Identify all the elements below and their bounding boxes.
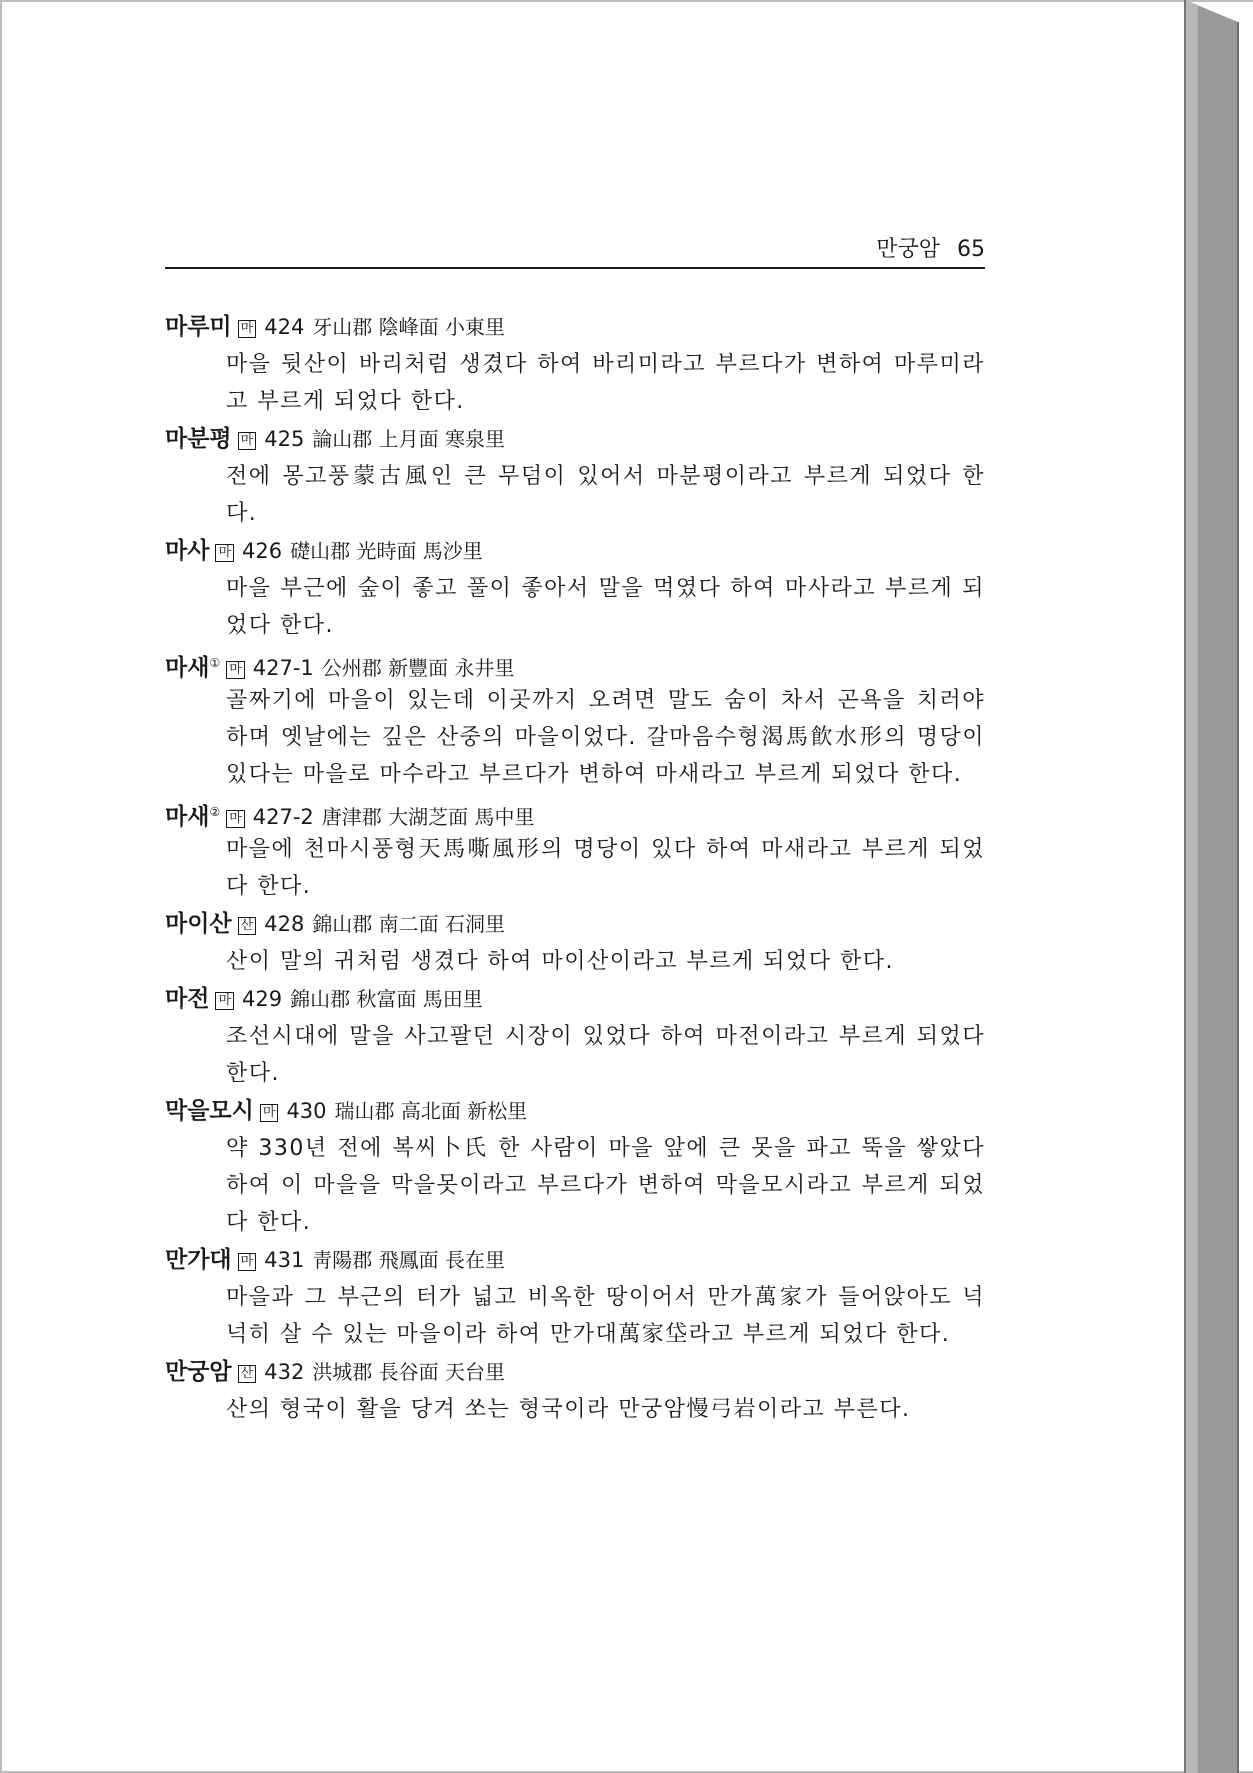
entry-headword: 마새 (165, 804, 210, 830)
entry-location: 洪城郡 長谷面 天台里 (312, 1360, 506, 1384)
entry-number: 426 (242, 539, 283, 563)
entry-superscript: ② (209, 805, 221, 819)
page-number: 65 (957, 237, 985, 262)
entry-location: 瑞山郡 高北面 新松里 (334, 1099, 528, 1123)
entry-headword: 만궁암 (165, 1359, 232, 1385)
entry-location: 靑陽郡 飛鳳面 長在里 (312, 1248, 506, 1272)
entry-head (165, 1241, 985, 1279)
entry-headword: 마루미 (165, 314, 232, 340)
entry-location: 唐津郡 大湖芝面 馬中里 (321, 805, 535, 829)
entry-location: 牙山郡 陰峰面 小東里 (312, 315, 506, 339)
entry (165, 905, 985, 980)
entry-location: 公州郡 新豐面 永井里 (321, 656, 515, 680)
entry (165, 793, 985, 905)
entry-description: 산의 형국이 활을 당겨 쏘는 형국이라 만궁암慢弓岩이라고 부른다. (226, 1397, 911, 1422)
entry-head (165, 532, 985, 570)
entry-head (165, 420, 985, 458)
entry-category-box: 마 (226, 810, 245, 828)
entry (165, 308, 985, 420)
entry-location: 礎山郡 光時面 馬沙里 (290, 539, 483, 563)
entry-description: 골짜기에 마을이 있는데 이곳까지 오려면 말도 숨이 차서 곤욕을 치러야 하며 옛날에는 깊은 산중의 마을이었다. 갈마음수형渴馬飮水形의 명당이 있다는 마을로 마수라고 부르다가 변하여 마새라고 부르게 되었다 한다. (226, 688, 985, 787)
entry-head (165, 905, 985, 943)
entry-category-box: 마 (215, 992, 234, 1010)
entry-head (165, 644, 985, 682)
entry-description: 마을 뒷산이 바리처럼 생겼다 하여 바리미라고 부르다가 변하여 마루미라고 부르게 되었다 한다. (226, 352, 985, 414)
entry-number: 425 (264, 427, 305, 451)
entry (165, 532, 985, 644)
entry-number: 432 (264, 1360, 305, 1384)
entry (165, 980, 985, 1092)
entry-headword: 마사 (165, 538, 210, 564)
entry-description: 마을 부근에 숲이 좋고 풀이 좋아서 말을 먹였다 하여 마사라고 부르게 되었다 한다. (226, 576, 985, 638)
entry-description: 마을과 그 부근의 터가 넓고 비옥한 땅이어서 만가萬家가 들어앉아도 넉넉히 살 수 있는 마을이라 하여 만가대萬家垈라고 부르게 되었다 한다. (226, 1285, 985, 1347)
entry-headword: 마분평 (165, 426, 232, 452)
entry-location: 論山郡 上月面 寒泉里 (312, 427, 506, 451)
entry-head (165, 793, 985, 831)
entry-number: 428 (264, 912, 305, 936)
entry-description: 전에 몽고풍蒙古風인 큰 무덤이 있어서 마분평이라고 부르게 되었다 한다. (226, 464, 985, 526)
entry-headword: 만가대 (165, 1247, 232, 1273)
entry-number: 429 (242, 987, 283, 1011)
entry-headword: 마전 (165, 986, 210, 1012)
entry-number: 431 (264, 1248, 305, 1272)
entry-number: 430 (286, 1099, 327, 1123)
header-rule (165, 267, 985, 269)
entry (165, 420, 985, 532)
entry-category-box: 마 (215, 544, 234, 562)
dictionary-entries (165, 308, 985, 1428)
entry-category-box: 마 (260, 1104, 279, 1122)
entry-category-box: 마 (238, 1253, 257, 1271)
entry-head (165, 980, 985, 1018)
entry-description: 마을에 천마시풍형天馬嘶風形의 명당이 있다 하여 마새라고 부르게 되었다 한다. (226, 837, 985, 899)
entry (165, 644, 985, 793)
entry-headword: 마이산 (165, 911, 232, 937)
entry-category-box: 마 (226, 661, 245, 679)
entry-category-box: 마 (238, 432, 257, 450)
entry-location: 錦山郡 南二面 石洞里 (312, 912, 506, 936)
entry-number: 427-2 (252, 805, 314, 829)
entry-category-box: 산 (238, 917, 257, 935)
entry-category-box: 산 (238, 1365, 257, 1383)
entry-category-box: 마 (238, 320, 257, 338)
entry (165, 1241, 985, 1353)
entry (165, 1353, 985, 1428)
entry-head (165, 1353, 985, 1391)
entry-superscript: ① (209, 656, 221, 670)
running-header (165, 232, 985, 263)
entry-head (165, 308, 985, 346)
entry-headword: 막을모시 (165, 1098, 254, 1124)
entry-head (165, 1092, 985, 1130)
header-title: 만궁암 (876, 237, 940, 262)
entry-headword: 마새 (165, 655, 210, 681)
entry-description: 약 330년 전에 복씨卜氏 한 사람이 마을 앞에 큰 못을 파고 뚝을 쌓았다 하여 이 마을을 막을못이라고 부르다가 변하여 막을모시라고 부르게 되었다 한다. (226, 1136, 985, 1235)
entry-description: 조선시대에 말을 사고팔던 시장이 있었다 하여 마전이라고 부르게 되었다 한다. (226, 1024, 985, 1086)
entry-number: 424 (264, 315, 305, 339)
entry-number: 427-1 (252, 656, 314, 680)
entry (165, 1092, 985, 1241)
entry-description: 산이 말의 귀처럼 생겼다 하여 마이산이라고 부르게 되었다 한다. (226, 949, 894, 974)
entry-location: 錦山郡 秋富面 馬田里 (290, 987, 483, 1011)
